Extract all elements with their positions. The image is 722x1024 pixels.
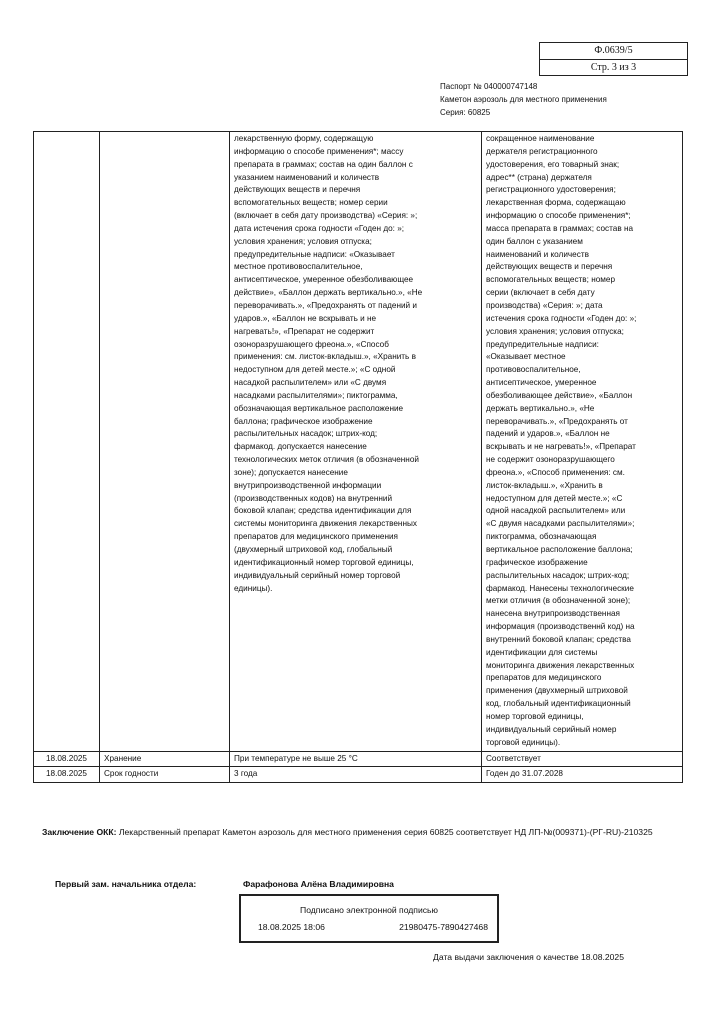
result-cell: сокращенное наименование держателя регистрационного удостоверения, его товарный знак; адрес** (страна) держателя регистрационного удостоверения; лекарственная форма, содержащаю информацию о способе применения*; масса препарата в граммах; состав на один баллон с указанием наименований и количеств действующих веществ и перечня вспомогательных веществ; номер серии (включает в себя дату производства) «Серия: »; дата истечения срока годности «Годен до: »; условия хранения; условия отпуска; предупредительные надписи: «Оказывает местное противовоспалительное, антисептическое, умеренное обезболивающее действие», «Баллон держать вертикально.», «Не переворачивать.», «Предохранять от падений и ударов.», «Баллон не вскрывать и не нагревать!», «Препарат не содержит озоноразрушающего фреона.», «Способ применения: см. листок-вкладыш.», «Хранить в недоступном для детей месте.»; «С одной насадкой распылителем» или «С двумя насадками распылителями»; пиктограмма, обозначающая вертикальное расположение баллона; графическое изображение распылительных насадок; штрих-код; фармакод. Нанесены технологические метки отличия (в обозначенной зоне); нанесена внутрипроизводственная информация (производственнй код) на внутренний боковой клапан; средства идентификации для системы мониторинга движения лекарственных препаратов для медицинского применения (двухмерный штриховой код, глобальный идентификационный номер торговой единицы, индивидуальный серийный номер торговой единицы). — [482, 132, 683, 752]
table-row — [34, 751, 683, 767]
signer-role: Первый зам. начальника отдела: — [55, 879, 197, 889]
indicator-cell: Хранение — [100, 751, 230, 767]
date-cell: 18.08.2025 — [34, 751, 100, 767]
esig-number: 21980475-7890427468 — [399, 922, 488, 932]
result-cell: Годен до 31.07.2028 — [482, 767, 683, 783]
page-number: Стр. 3 из 3 — [590, 62, 637, 73]
result-cell: Соответствует — [482, 751, 683, 767]
form-code: Ф.0639/5 — [540, 43, 687, 60]
product-name: Каметон аэрозоль для местного применения — [440, 95, 607, 104]
esig-datetime: 18.08.2025 18:06 — [258, 922, 325, 932]
conclusion-text: Лекарственный препарат Каметон аэрозоль для местного применения серия 60825 соответствует НД ЛП-№(009371)-(РГ-RU)-210325 — [116, 827, 653, 837]
quality-table — [33, 131, 683, 783]
indicator-cell — [100, 132, 230, 752]
document-header — [440, 80, 607, 119]
conclusion-label: Заключение ОКК: — [42, 827, 117, 837]
esig-title: Подписано электронной подписью — [300, 905, 438, 915]
date-cell — [34, 132, 100, 752]
passport-number: Паспорт № 040000747148 — [440, 82, 538, 91]
requirement-cell: При температуре не выше 25 °С — [230, 751, 482, 767]
issue-date: Дата выдачи заключения о качестве 18.08.2025 — [433, 952, 624, 962]
table-row — [34, 767, 683, 783]
series-number: Серия: 60825 — [440, 108, 491, 117]
form-code-box — [539, 42, 688, 76]
signer-name: Фарафонова Алёна Владимировна — [243, 879, 394, 889]
requirement-cell: 3 года — [230, 767, 482, 783]
requirement-cell: лекарственную форму, содержащую информацию о способе применения*; массу препарата в граммах; состав на один баллон с указанием наименований и количеств действующих веществ и перечня вспомогательных веществ; номер серии (включает в себя дату производства) «Серия: »; дата истечения срока годности «Годен до: »; условия хранения; условия отпуска; предупредительные надписи: «Оказывает местное противовоспалительное, антисептическое, умеренное обезболивающее действие», «Баллон держать вертикально.», «Не переворачивать.», «Предохранять от падений и ударов.», «Баллон не вскрывать и не нагревать!», «Препарат не содержит озоноразрушающего фреона.», «Способ применения: см. листок-вкладыш.», «Хранить в недоступном для детей месте.»; «С одной насадкой распылителем» или «С двумя насадками распылителями»; пиктограмма, обозначающая вертикальное расположение баллона; графическое изображение распылительных насадок; штрих-код; фармакод. допускается нанесение технологических меток отличия (в обозначенной зоне); допускается нанесение внутрипроизводственной информации (производственных кодов) на внутренний боковой клапан; средства идентификации для системы мониторинга движения лекарственных препаратов для медицинского применения (двухмерный штриховой код, глобальный идентификационный номер торговой единицы, индивидуальный серийный номер торговой единицы). — [230, 132, 482, 752]
date-cell: 18.08.2025 — [34, 767, 100, 783]
conclusion — [42, 825, 682, 840]
indicator-cell: Срок годности — [100, 767, 230, 783]
table-row — [34, 132, 683, 752]
electronic-signature-stamp — [239, 894, 499, 943]
